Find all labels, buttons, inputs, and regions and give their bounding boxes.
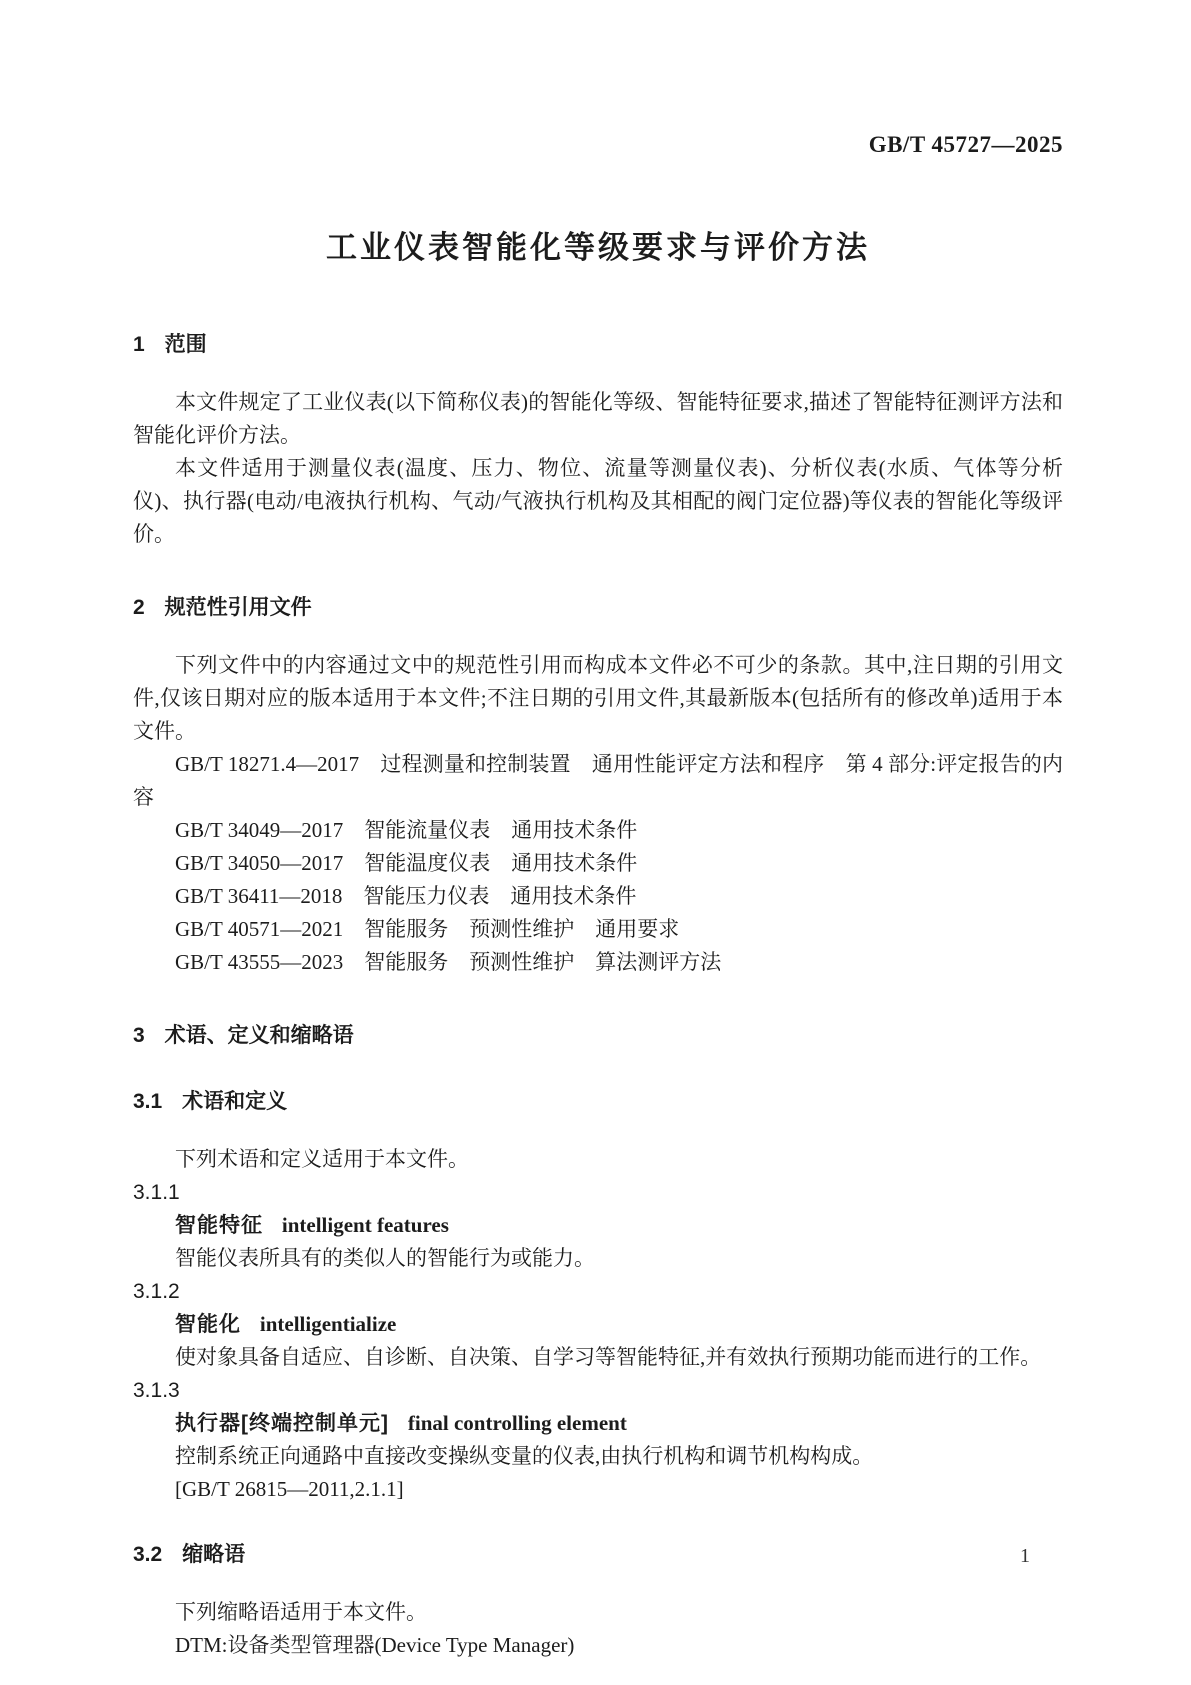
section-2-heading	[133, 595, 1063, 621]
section-label: 缩略语	[182, 1543, 246, 1566]
paragraph: 本文件规定了工业仪表(以下简称仪表)的智能化等级、智能特征要求,描述了智能特征测评方法和智能化评价方法。	[133, 390, 1063, 447]
page-title: 工业仪表智能化等级要求与评价方法	[326, 230, 870, 265]
reference-item: GB/T 34049—2017 智能流量仪表 通用技术条件	[175, 818, 638, 842]
section-label: 术语、定义和缩略语	[164, 1024, 354, 1047]
paragraph: 下列术语和定义适用于本文件。	[175, 1147, 469, 1171]
term-heading	[133, 1407, 1063, 1440]
section-label: 范围	[164, 333, 207, 356]
term-definition: 使对象具备自适应、自诊断、自决策、自学习等智能特征,并有效执行预期功能而进行的工作。	[175, 1345, 1042, 1369]
section-2-body	[133, 649, 1063, 979]
section-1-heading	[133, 332, 1063, 358]
term-definition: 控制系统正向通路中直接改变操纵变量的仪表,由执行机构和调节机构构成。	[175, 1444, 874, 1468]
term-en: intelligentialize	[259, 1312, 397, 1336]
paragraph: 下列文件中的内容通过文中的规范性引用而构成本文件必不可少的条款。其中,注日期的引用文件,仅该日期对应的版本适用于本文件;不注日期的引用文件,其最新版本(包括所有的修改单)适用于本文件。	[133, 653, 1063, 743]
reference-item: GB/T 34050—2017 智能温度仪表 通用技术条件	[175, 851, 638, 875]
section-number: 3.2	[133, 1543, 163, 1566]
term-en: final controlling element	[407, 1411, 627, 1435]
term-heading	[133, 1308, 1063, 1341]
term-definition: 智能仪表所具有的类似人的智能行为或能力。	[175, 1246, 595, 1270]
clause-number: 3.1.2	[133, 1280, 180, 1303]
section-3-2-body	[133, 1596, 1063, 1662]
clause-number: 3.1.3	[133, 1379, 180, 1402]
term-zh: 智能化	[175, 1313, 241, 1336]
doc-number: GB/T 45727—2025	[868, 132, 1063, 157]
paragraph: 本文件适用于测量仪表(温度、压力、物位、流量等测量仪表)、分析仪表(水质、气体等分析仪)、执行器(电动/电液执行机构、气动/气液执行机构及其相配的阀门定位器)等仪表的智能化等级评价。	[133, 456, 1063, 546]
section-number: 2	[133, 596, 145, 619]
section-3-1-body	[133, 1143, 1063, 1506]
reference-item: GB/T 36411—2018 智能压力仪表 通用技术条件	[175, 884, 637, 908]
reference-item: GB/T 40571—2021 智能服务 预测性维护 通用要求	[175, 917, 680, 941]
term-heading	[133, 1209, 1063, 1242]
section-label: 规范性引用文件	[164, 596, 312, 619]
paragraph: 下列缩略语适用于本文件。	[175, 1600, 427, 1624]
reference-item: GB/T 43555—2023 智能服务 预测性维护 算法测评方法	[175, 950, 722, 974]
abbreviation-item: DTM:设备类型管理器(Device Type Manager)	[175, 1633, 575, 1657]
section-number: 3.1	[133, 1090, 163, 1113]
source-citation: [GB/T 26815—2011,2.1.1]	[175, 1477, 404, 1501]
term-zh: 智能特征	[175, 1214, 263, 1237]
page-number: 1	[1020, 1545, 1030, 1567]
section-number: 1	[133, 333, 145, 356]
section-3-2-heading	[133, 1542, 1063, 1568]
section-3-1-heading	[133, 1089, 1063, 1115]
clause-number: 3.1.1	[133, 1181, 180, 1204]
section-3-heading	[133, 1023, 1063, 1049]
section-1-body	[133, 386, 1063, 551]
term-en: intelligent features	[281, 1213, 449, 1237]
section-label: 术语和定义	[182, 1090, 288, 1113]
section-number: 3	[133, 1024, 145, 1047]
term-zh: 执行器[终端控制单元]	[175, 1412, 389, 1435]
reference-item: GB/T 18271.4—2017 过程测量和控制装置 通用性能评定方法和程序 第 4 部分:评定报告的内容	[133, 752, 1063, 809]
